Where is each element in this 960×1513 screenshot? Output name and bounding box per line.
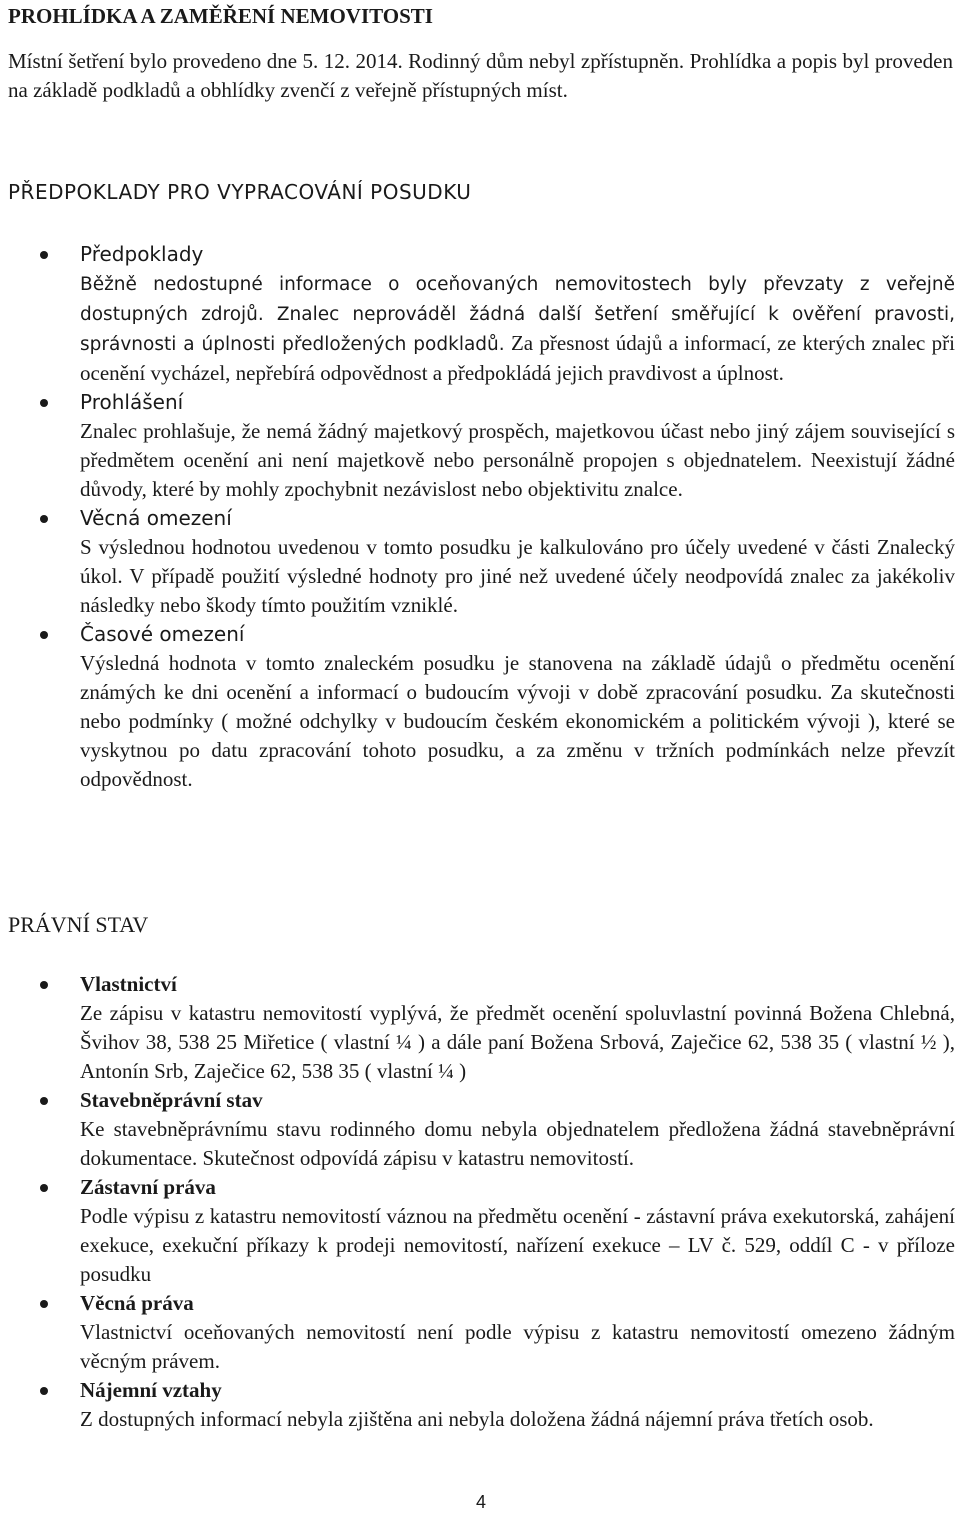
assumptions-list bbox=[0, 240, 960, 794]
legal-list bbox=[0, 970, 960, 1434]
item-title: Zástavní práva bbox=[80, 1175, 216, 1199]
item-title: Věcná omezení bbox=[80, 506, 232, 530]
item-text: Z dostupných informací nebyla zjištěna ani nebyla doložena žádná nájemní práva třetích osob. bbox=[80, 1407, 874, 1431]
item-title: Vlastnictví bbox=[80, 972, 177, 996]
page-number: 4 bbox=[475, 1492, 486, 1512]
assumptions-heading: PŘEDPOKLADY PRO VYPRACOVÁNÍ POSUDKU bbox=[8, 180, 472, 204]
item-text: Podle výpisu z katastru nemovitostí váznou na předmětu ocenění - zástavní práva exekutorská, zahájení exekuce, exekuční příkazy k prodeji nemovitostí, nařízení exekuce – LV č. 529, oddíl C - v příloze posudku bbox=[80, 1204, 955, 1286]
list-item bbox=[0, 1173, 960, 1289]
list-item bbox=[0, 504, 960, 620]
item-text-sans: Běžně nedostupné informace o oceňovaných nemovitostech byly převzaty z veřejně dostupných zdrojů. Znalec neprováděl žádná další šetření směřující k ověření pravosti, správnosti a úplnosti předložených podkladů. bbox=[80, 274, 955, 355]
list-item bbox=[0, 240, 960, 388]
item-title: Časové omezení bbox=[80, 622, 245, 646]
list-item bbox=[0, 1376, 960, 1434]
bullet-icon bbox=[40, 251, 48, 259]
item-text: Ze zápisu v katastru nemovitostí vyplývá, že předmět ocenění spoluvlastní povinná Božena Chlebná, Švihov 38, 538 25 Miřetice ( vlastní ¼ ) a dále paní Božena Srbová, Zaječice 62, 538 35 ( vlastní ½ ), Antonín Srb, Zaječice 62, 538 35 ( vlastní ¼ ) bbox=[80, 1001, 955, 1083]
item-title: Prohlášení bbox=[80, 390, 184, 414]
item-text-serif: Za přesnost údajů a informací, ze kterých znalec při ocenění vycházel, nepřebírá odpovědnost a předpokládá jejich pravdivost a úplnost. bbox=[80, 331, 955, 385]
item-text: S výslednou hodnotou uvedenou v tomto posudku je kalkulováno pro účely uvedené v části Znalecký úkol. V případě použití výsledné hodnoty pro jiné než uvedené účely neodpovídá znalec za jakékoliv následky nebo škody tímto použitím vzniklé. bbox=[80, 535, 955, 617]
item-title: Nájemní vztahy bbox=[80, 1378, 222, 1402]
bullet-icon bbox=[40, 1097, 48, 1105]
item-text: Výsledná hodnota v tomto znaleckém posudku je stanovena na základě údajů o předmětu ocenění známých ke dni ocenění a informací o budoucím vývoji v době zpracování posudku. Za skutečnosti nebo podmínky ( možné odchylky v budoucím českém ekonomickém a politickém vývoji ), které se vyskytnou po datu zpracování tohoto posudku, a za změnu v tržních podmínkách nelze převzít odpovědnost. bbox=[80, 651, 955, 791]
bullet-icon bbox=[40, 399, 48, 407]
item-text: Ke stavebněprávnímu stavu rodinného domu nebyla objednatelem předložena žádná stavebněprávní dokumentace. Skutečnost odpovídá zápisu v katastru nemovitostí. bbox=[80, 1117, 955, 1170]
item-text: Vlastnictví oceňovaných nemovitostí není podle výpisu z katastru nemovitostí omezeno žádným věcným právem. bbox=[80, 1320, 955, 1373]
item-title: Věcná práva bbox=[80, 1291, 194, 1315]
bullet-icon bbox=[40, 631, 48, 639]
list-item bbox=[0, 1086, 960, 1173]
list-item bbox=[0, 1289, 960, 1376]
item-title: Stavebněprávní stav bbox=[80, 1088, 263, 1112]
list-item bbox=[0, 388, 960, 504]
inspection-heading: PROHLÍDKA A ZAMĚŘENÍ NEMOVITOSTI bbox=[8, 4, 433, 28]
bullet-icon bbox=[40, 515, 48, 523]
bullet-icon bbox=[40, 1184, 48, 1192]
list-item bbox=[0, 620, 960, 794]
list-item bbox=[0, 970, 960, 1086]
inspection-text: Místní šetření bylo provedeno dne 5. 12. 2014. Rodinný dům nebyl zpřístupněn. Prohlídka a popis byl proveden na základě podkladů a obhlídky zvenčí z veřejně přístupných míst. bbox=[8, 49, 953, 102]
legal-heading: PRÁVNÍ STAV bbox=[8, 912, 149, 937]
item-text bbox=[80, 269, 955, 388]
item-title: Předpoklady bbox=[80, 242, 204, 266]
bullet-icon bbox=[40, 981, 48, 989]
bullet-icon bbox=[40, 1300, 48, 1308]
bullet-icon bbox=[40, 1387, 48, 1395]
item-text: Znalec prohlašuje, že nemá žádný majetkový prospěch, majetkovou účast nebo jiný zájem související s předmětem ocenění ani není majetkově nebo personálně propojen s objednatelem. Neexistují žádné důvody, které by mohly zpochybnit nezávislost nebo objektivitu znalce. bbox=[80, 419, 955, 501]
